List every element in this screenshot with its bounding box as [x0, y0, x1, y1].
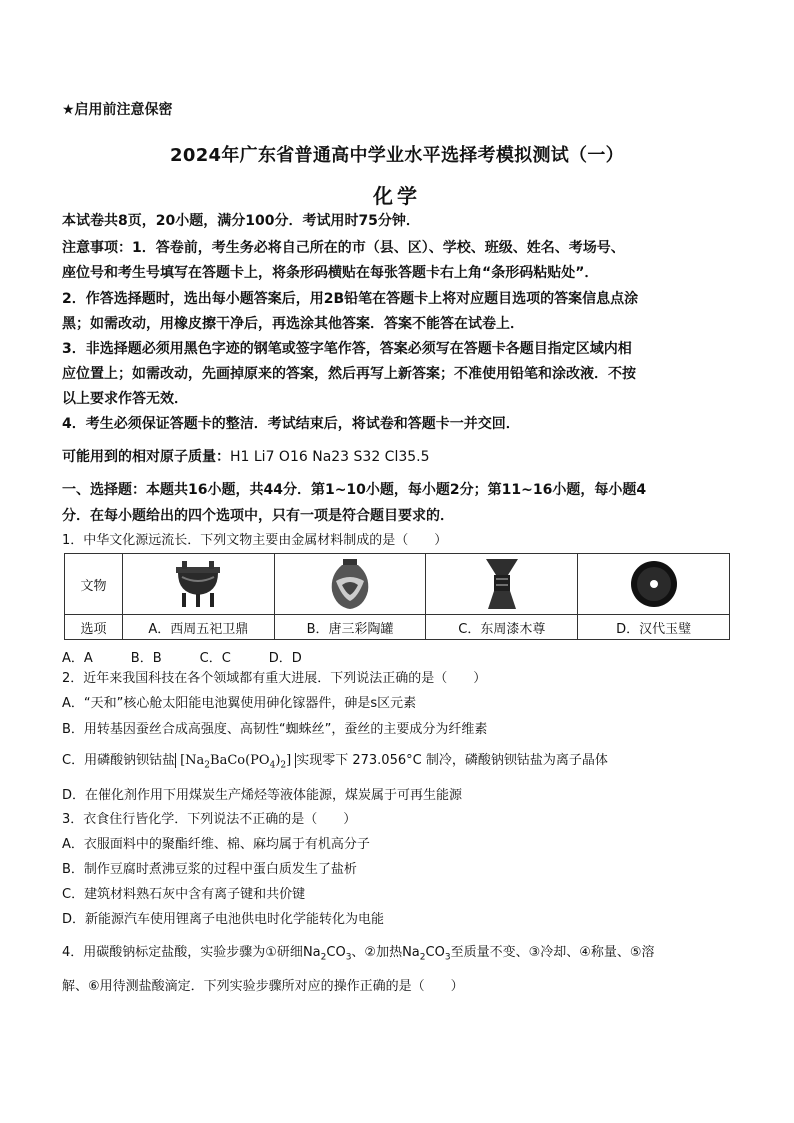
- exam-title: 2024年广东省普通高中学业水平选择考模拟测试（一）: [170, 145, 624, 166]
- subject-title: 化学: [373, 184, 421, 208]
- q2-option-a: A．“天和”核心舱太阳能电池翼使用砷化镓器件，砷是s区元素: [62, 696, 417, 711]
- q1-stem: 1．中华文化源远流长．下列文物主要由金属材料制成的是（ ）: [62, 533, 448, 548]
- notice-1b: 座位号和考生号填写在答题卡上，将条形码横贴在每张答题卡右上角“条形码粘贴处”．: [62, 265, 599, 281]
- q1-choice-d: D．D: [268, 651, 302, 666]
- q3-option-a: A．衣服面料中的聚酯纤维、棉、麻均属于有机高分子: [62, 837, 370, 852]
- lacquer-zun-icon: [426, 554, 578, 615]
- chemical-formula: $[Na_2BaCo(PO_4)_2]$: [175, 753, 296, 768]
- notice-2b: 黑；如需改动，用橡皮擦干净后，再选涂其他答案．答案不能答在试卷上．: [62, 316, 524, 332]
- q1-choices: [62, 647, 340, 666]
- option-c-label: C．东周漆木尊: [426, 615, 578, 640]
- confidential-note: ★启用前注意保密: [62, 102, 173, 118]
- q2-option-c: C．用磷酸钠钡钴盐 $[Na_2BaCo(PO_4)_2]$ 实现零下 273.056°C 制冷，磷酸钠钡钴盐为离子晶体: [62, 753, 608, 771]
- bronze-ding-icon: [122, 554, 274, 615]
- q2-option-d: D．在催化剂作用下用煤炭生产烯烃等液体能源，煤炭属于可再生能源: [62, 788, 463, 803]
- q3-option-b: B．制作豆腐时煮沸豆浆的过程中蛋白质发生了盐析: [62, 862, 357, 877]
- q4-line1: 4．用碳酸钠标定盐酸，实验步骤为①研细$Na_2CO_3$、②加热$Na_2CO_3$至质量不变、③冷却、④称量、⑤溶: [62, 945, 655, 963]
- notice-2a: 2．作答选择题时，选出每小题答案后，用2B铅笔在答题卡上将对应题目选项的答案信息点涂: [62, 291, 639, 307]
- row-label-item: 文物: [65, 554, 123, 615]
- row-label-option: 选项: [65, 615, 123, 640]
- notice-3a: 3．非选择题必须用黑色字迹的钢笔或签字笔作答，答案必须写在答题卡各题目指定区域内相: [62, 341, 632, 357]
- notice-3c: 以上要求作答无效．: [62, 391, 188, 407]
- notice-label: 注意事项：: [62, 240, 132, 256]
- q2-stem: 2．近年来我国科技在各个领域都有重大进展．下列说法正确的是（ ）: [62, 671, 487, 686]
- exam-info: 本试卷共8页，20小题，满分100分．考试用时75分钟．: [62, 213, 420, 229]
- atomic-mass-line: 可能用到的相对原子质量：H1 Li7 O16 Na23 S32 Cl35.5: [62, 449, 430, 465]
- option-d-label: D．汉代玉璧: [578, 615, 730, 640]
- q1-choice-b: B．B: [130, 651, 162, 666]
- q1-relic-table: [64, 553, 730, 640]
- q3-option-c: C．建筑材料熟石灰中含有离子键和共价键: [62, 887, 306, 902]
- notice-4: 4．考生必须保证答题卡的整洁．考试结束后，将试卷和答题卡一并交回．: [62, 416, 520, 432]
- notice-3b: 应位置上；如需改动，先画掉原来的答案，然后再写上新答案；不准使用铅笔和涂改液．不按: [62, 366, 636, 382]
- q2-option-b: B．用转基因蚕丝合成高强度、高韧性“蜘蛛丝”，蚕丝的主要成分为纤维素: [62, 722, 488, 737]
- option-b-label: B．唐三彩陶罐: [274, 615, 426, 640]
- notice-1a: 注意事项：1．答卷前，考生务必将自己所在的市（县、区）、学校、班级、姓名、考场号、: [62, 240, 625, 256]
- q4-line2: 解、⑥用待测盐酸滴定．下列实验步骤所对应的操作正确的是（ ）: [62, 979, 464, 994]
- q3-option-d: D．新能源汽车使用锂离子电池供电时化学能转化为电能: [62, 912, 385, 927]
- q1-choice-c: C．C: [199, 651, 231, 666]
- section1-line2: 分．在每小题给出的四个选项中，只有一项是符合题目要求的．: [62, 508, 454, 524]
- jade-bi-icon: [578, 554, 730, 615]
- option-a-label: A．西周五祀卫鼎: [122, 615, 274, 640]
- q3-stem: 3．衣食住行皆化学．下列说法不正确的是（ ）: [62, 812, 357, 827]
- tricolor-jar-icon: [274, 554, 426, 615]
- q1-choice-a: A．A: [62, 651, 93, 666]
- section1-line1: 一、选择题：本题共16小题，共44分．第1~10小题，每小题2分；第11~16小题，每小题4: [62, 482, 647, 498]
